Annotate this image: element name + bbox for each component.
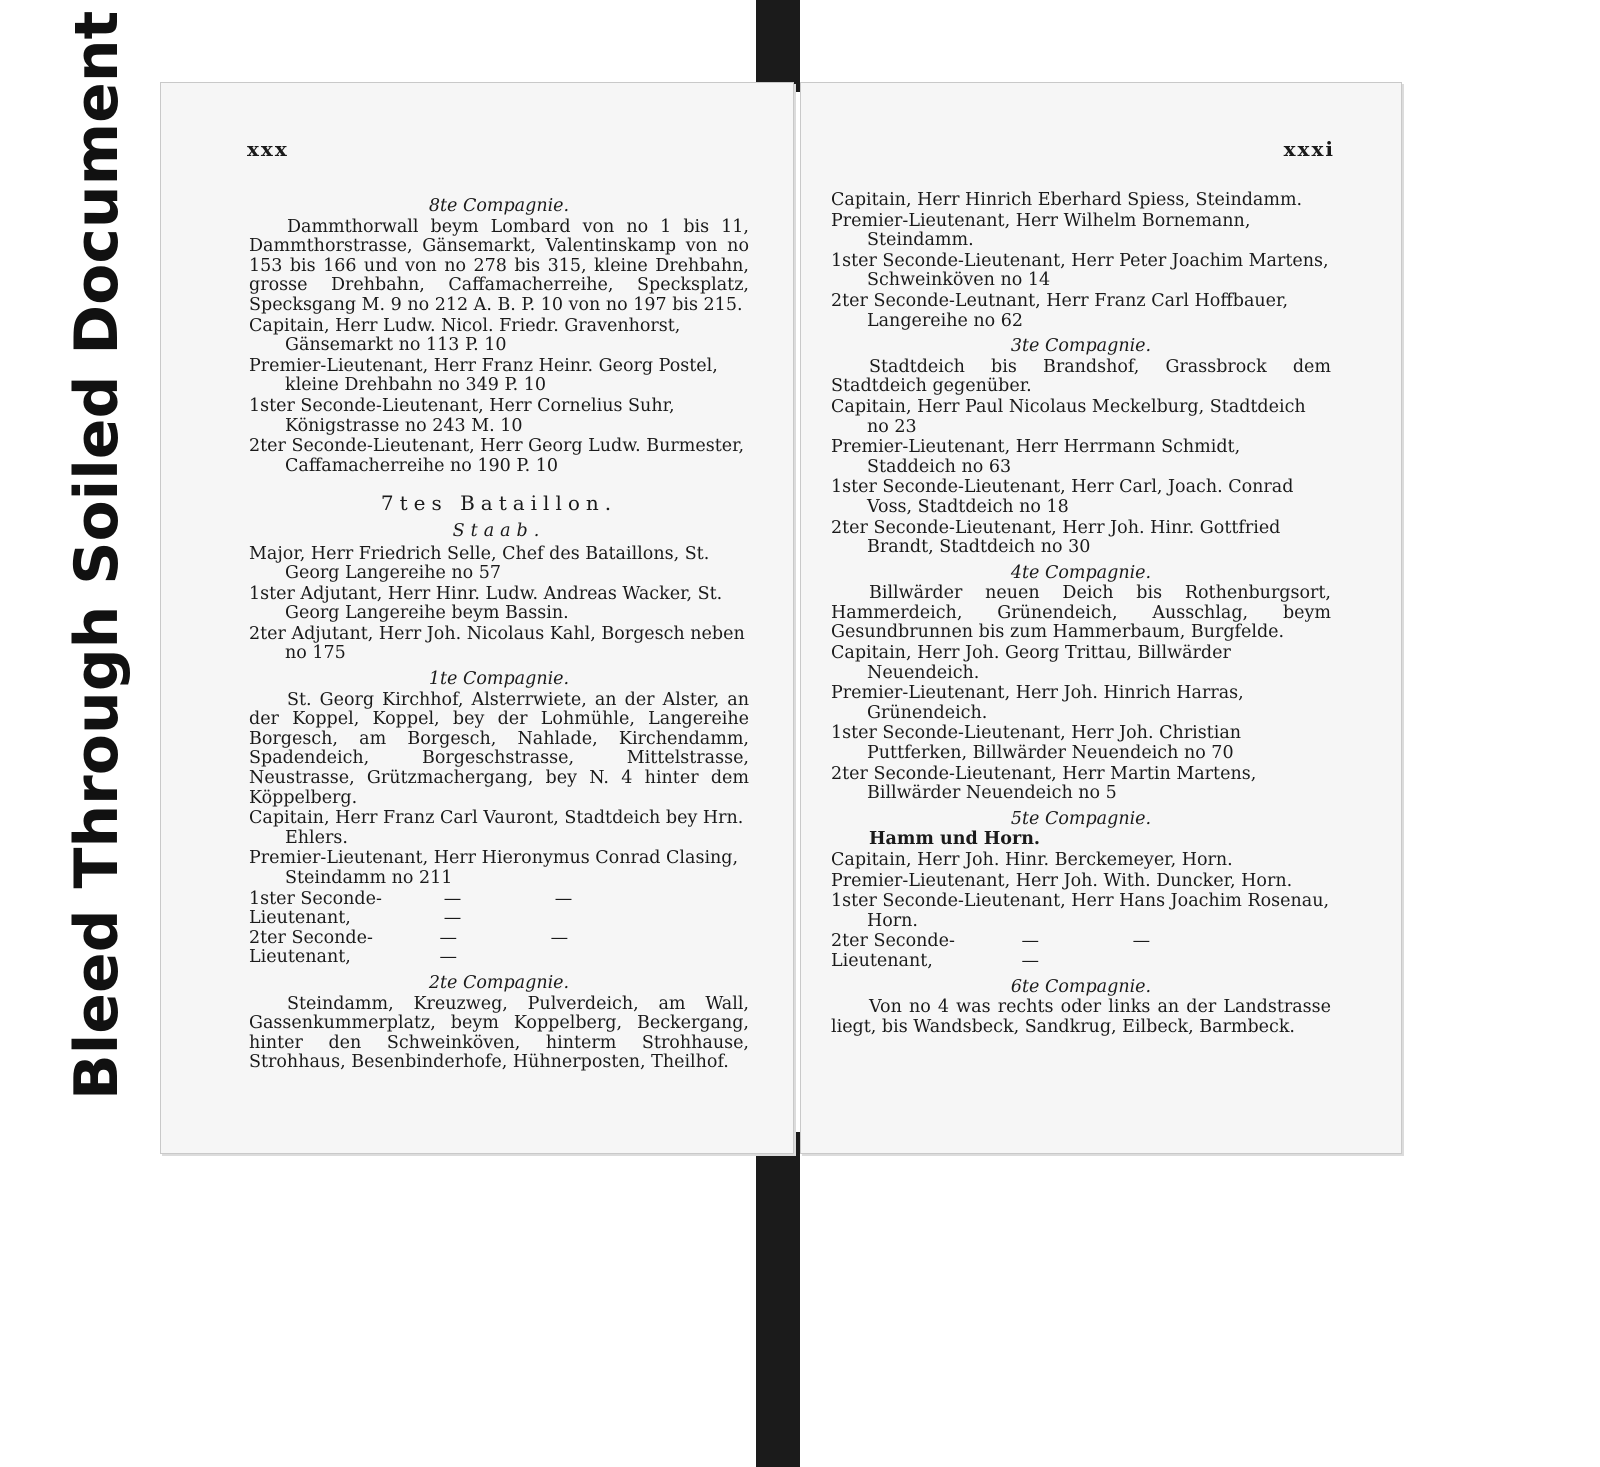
comp2-streets: Steindamm, Kreuzweg, Pulverdeich, am Wall, Gassenkummerplatz, beym Koppelberg, Beckergang, hinter den Schweinköven, hinterm Strohhause, Strohhaus, Besenbinderhofe, Hühnerposten, Theilhof. xyxy=(249,993,749,1073)
major: Major, Herr Friedrich Selle, Chef des Bataillons, St. Georg Langereihe no 57 xyxy=(249,543,710,584)
comp1-first-seconde-row xyxy=(249,890,679,929)
comp5-second-seconde: 2ter Seconde-Lieutenant, xyxy=(831,931,955,971)
comp8-capitain: Capitain, Herr Ludw. Nicol. Friedr. Gravenhorst, Gänsemarkt no 113 P. 10 xyxy=(249,315,681,356)
vacancy-dashes: — — — xyxy=(1021,931,1195,971)
comp1-first-seconde: 1ster Seconde-Lieutenant, xyxy=(249,888,382,929)
comp1-premier: Premier-Lieutenant, Herr Hieronymus Conrad Clasing, Steindamm no 211 xyxy=(249,848,739,888)
comp3-heading: 3te Compagnie. xyxy=(1010,336,1152,357)
vacancy-dashes: — — — xyxy=(443,888,617,929)
comp1-capitain: Capitain, Herr Franz Carl Vauront, Stadtdeich bey Hrn. Ehlers. xyxy=(249,808,744,848)
left-text-column xyxy=(249,191,749,1074)
comp1-second-seconde: 2ter Seconde-Lieutenant, xyxy=(249,927,373,968)
comp3-capitain: Capitain, Herr Paul Nicolaus Meckelburg, Stadtdeich no 23 xyxy=(831,396,1306,437)
bleed-through-label xyxy=(0,0,160,1467)
right-text-column xyxy=(831,191,1331,1038)
spine-shadow-bottom xyxy=(756,1132,800,1467)
cont-premier: Premier-Lieutenant, Herr Wilhelm Bornemann, Steindamm. xyxy=(831,210,1251,251)
comp4-premier: Premier-Lieutenant, Herr Joh. Hinrich Harras, Grünendeich. xyxy=(831,683,1244,723)
comp8-second-seconde: 2ter Seconde-Lieutenant, Herr Georg Ludw. Burmester, Caffamacherreihe no 190 P. 10 xyxy=(249,436,745,476)
right-page xyxy=(800,82,1402,1154)
cont-first-seconde: 1ster Seconde-Lieutenant, Herr Peter Joachim Martens, Schweinköven no 14 xyxy=(831,250,1329,291)
left-page-number: xxx xyxy=(247,137,289,161)
comp3-premier: Premier-Lieutenant, Herr Herrmann Schmidt, Staddeich no 63 xyxy=(831,437,1241,477)
comp8-first-seconde: 1ster Seconde-Lieutenant, Herr Cornelius Suhr, Königstrasse no 243 M. 10 xyxy=(249,395,675,436)
bataillon-title: 7tes Bataillon. xyxy=(380,491,618,516)
cont-capitain: Capitain, Herr Hinrich Eberhard Spiess, Steindamm. xyxy=(831,190,1303,210)
comp3-streets: Stadtdeich bis Brandshof, Grassbrock dem Stadtdeich gegenüber. xyxy=(831,356,1331,397)
comp1-streets: St. Georg Kirchhof, Alsterrwiete, an der Alster, an der Koppel, Koppel, bey der Lohmühle, Langereihe Borgesch, am Borgesch, Nahlade, Kirchendamm, Spadendeich, Borgeschstrasse, Mittelstrasse, Neustrasse, Grützmachergang, bey N. 4 hinter dem Köppelberg. xyxy=(249,689,749,808)
comp1-second-seconde-row xyxy=(249,929,679,968)
comp8-premier: Premier-Lieutenant, Herr Franz Heinr. Georg Postel, kleine Drehbahn no 349 P. 10 xyxy=(249,355,718,396)
comp8-streets: Dammthorwall beym Lombard von no 1 bis 11, Dammthorstrasse, Gänsemarkt, Valentinskamp von no 153 bis 166 und von no 278 bis 315, kleine Drehbahn, grosse Drehbahn, Caffamacherreihe, Specksplatz, Specksgang M. 9 no 212 A. B. P. 10 von no 197 bis 215. xyxy=(249,216,749,315)
comp5-heading: 5te Compagnie. xyxy=(1010,808,1152,829)
staab-heading: Staab. xyxy=(452,520,546,541)
comp4-heading: 4te Compagnie. xyxy=(1010,562,1152,583)
adjutant-2: 2ter Adjutant, Herr Joh. Nicolaus Kahl, Borgesch neben no 175 xyxy=(249,623,745,664)
comp4-second-seconde: 2ter Seconde-Lieutenant, Herr Martin Martens, Billwärder Neuendeich no 5 xyxy=(831,763,1257,804)
cont-second-seconde: 2ter Seconde-Leutnant, Herr Franz Carl Hoffbauer, Langereihe no 62 xyxy=(831,290,1289,331)
comp3-second-seconde: 2ter Seconde-Lieutenant, Herr Joh. Hinr. Gottfried Brandt, Stadtdeich no 30 xyxy=(831,517,1281,558)
comp5-premier: Premier-Lieutenant, Herr Joh. With. Duncker, Horn. xyxy=(831,870,1293,891)
comp5-capitain: Capitain, Herr Joh. Hinr. Berckemeyer, Horn. xyxy=(831,850,1233,870)
side-label-text: Bleed Through Soiled Document xyxy=(62,10,132,1100)
comp6-streets: Von no 4 was rechts oder links an der Landstrasse liegt, bis Wandsbeck, Sandkrug, Eilbeck, Barmbeck. xyxy=(831,997,1331,1037)
comp4-capitain: Capitain, Herr Joh. Georg Trittau, Billwärder Neuendeich. xyxy=(831,643,1231,683)
comp4-first-seconde: 1ster Seconde-Lieutenant, Herr Joh. Christian Puttferken, Billwärder Neuendeich no 70 xyxy=(831,723,1242,764)
comp5-streets: Hamm und Horn. xyxy=(869,829,1041,850)
comp5-second-seconde-row xyxy=(831,932,1261,971)
comp8-heading: 8te Compagnie. xyxy=(428,196,570,216)
right-page-number: xxxi xyxy=(1283,137,1335,161)
comp3-first-seconde: 1ster Seconde-Lieutenant, Herr Carl, Joach. Conrad Voss, Stadtdeich no 18 xyxy=(831,477,1294,517)
comp5-first-seconde: 1ster Seconde-Lieutenant, Herr Hans Joachim Rosenau, Horn. xyxy=(831,891,1330,931)
comp4-streets: Billwärder neuen Deich bis Rothenburgsort, Hammerdeich, Grünendeich, Ausschlag, beym Gesundbrunnen bis zum Hammerbaum, Burgfelde. xyxy=(831,583,1331,643)
vacancy-dashes: — — — xyxy=(439,927,613,968)
comp2-heading: 2te Compagnie. xyxy=(428,972,570,993)
left-page xyxy=(160,82,794,1154)
comp1-heading: 1te Compagnie. xyxy=(428,669,570,690)
adjutant-1: 1ster Adjutant, Herr Hinr. Ludw. Andreas Wacker, St. Georg Langereihe beym Bassin. xyxy=(249,583,723,624)
comp6-heading: 6te Compagnie. xyxy=(1010,976,1152,997)
spine-shadow-top xyxy=(756,0,800,92)
